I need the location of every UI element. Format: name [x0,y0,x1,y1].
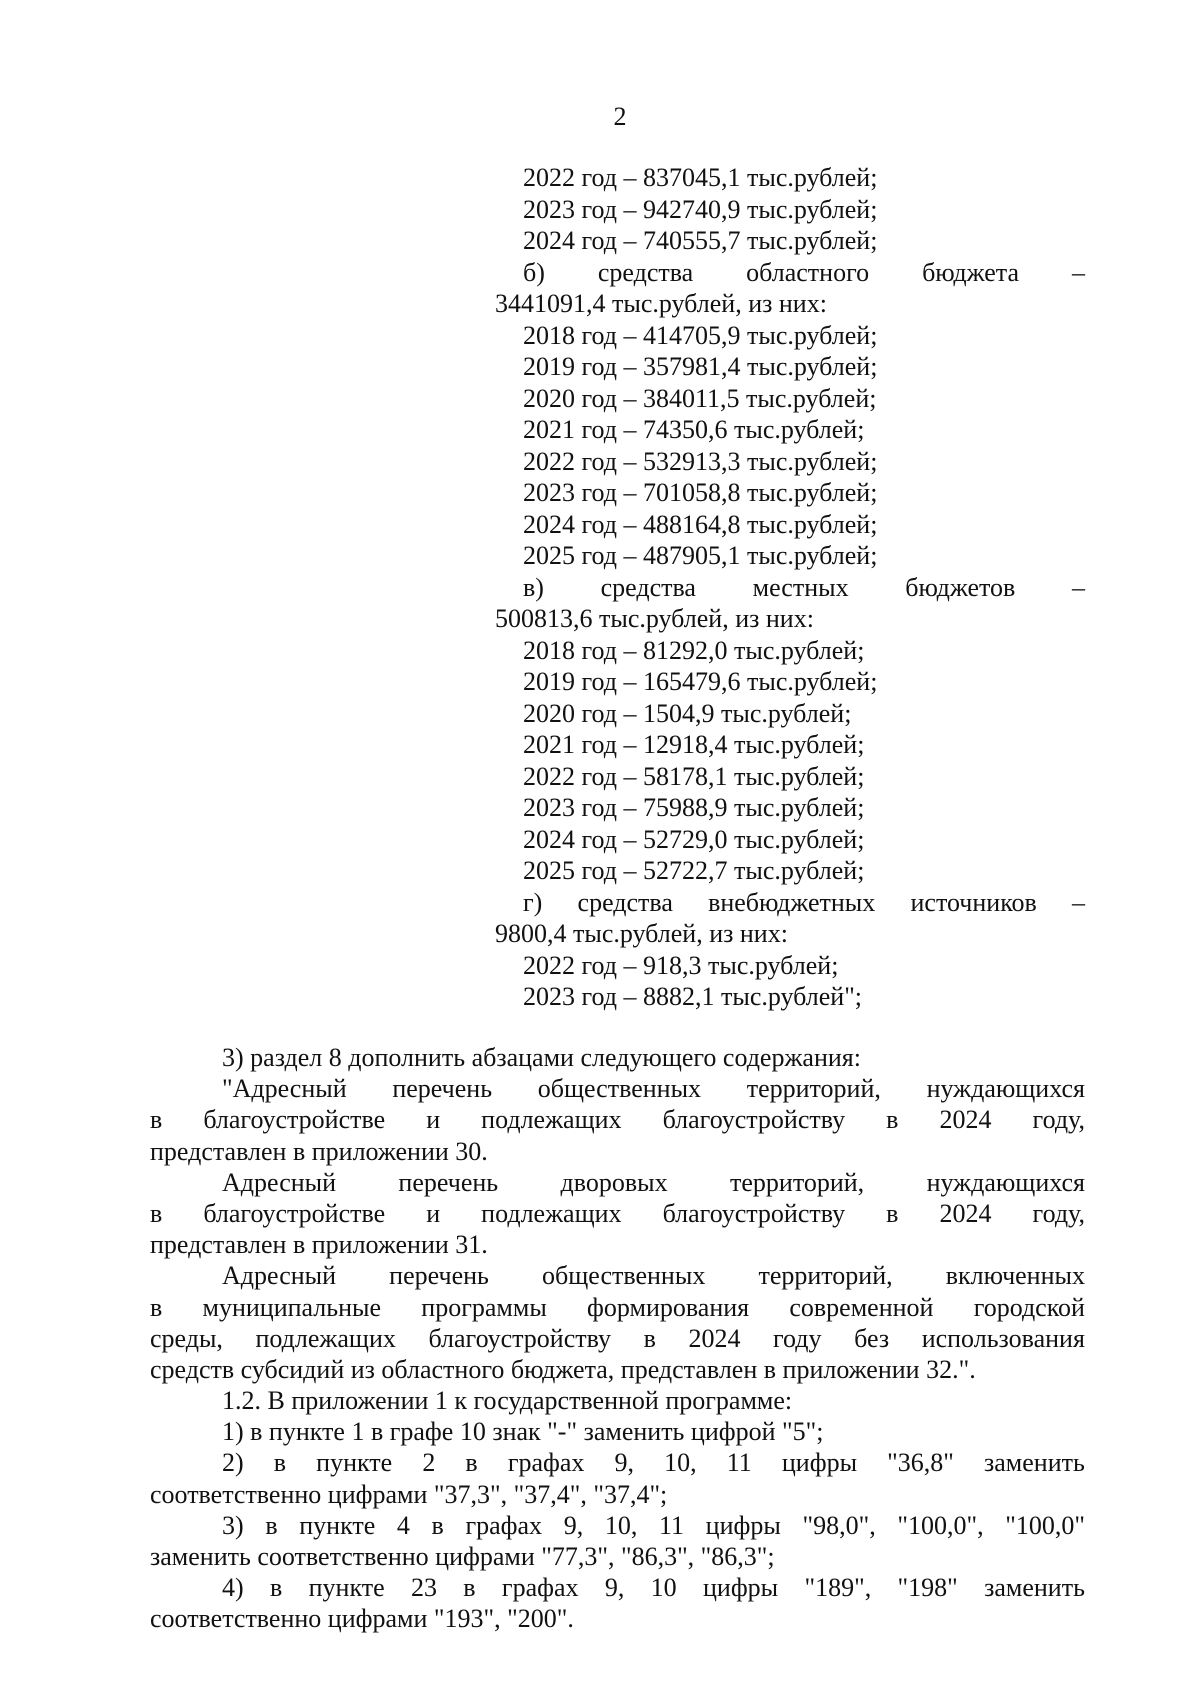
local-budget-heading: в) средства местных бюджетов – [523,572,1085,602]
extra-budget-heading: г) средства внебюджетных источников – [523,887,1085,917]
federal-year-2022: 2022 год – 837045,1 тыс.рублей; [523,163,878,192]
paragraph-32-line-3: среды, подлежащих благоустройству в 2024 году без использования [150,1323,1085,1353]
extra-year-2022: 2022 год – 918,3 тыс.рублей; [523,950,839,980]
regional-year-2019: 2019 год – 357981,4 тыс.рублей; [523,352,878,381]
paragraph-32-line-2: в муниципальные программы формирования современной городской [150,1292,1085,1322]
amendment-1: 1) в пункте 1 в графе 10 знак "-" заменить цифрой "5"; [222,1417,824,1447]
amendment-3-line-2: заменить соответственно цифрами "77,3", "86,3", "86,3"; [150,1542,775,1571]
amendment-3-line-1: 3) в пункте 4 в графах 9, 10, 11 цифры "98,0", "100,0", "100,0" [222,1510,1085,1540]
amendment-2-line-2: соответственно цифрами "37,3", "37,4", "37,4"; [150,1479,668,1509]
extra-year-2023: 2023 год – 8882,1 тыс.рублей"; [523,982,863,1011]
section-1-2: 1.2. В приложении 1 к государственной программе: [222,1386,793,1416]
paragraph-31-line-1: Адресный перечень дворовых территорий, нуждающихся [222,1167,1085,1197]
item-3-intro: 3) раздел 8 дополнить абзацами следующего содержания: [222,1043,861,1072]
paragraph-30-line-3: представлен в приложении 30. [150,1136,488,1166]
main-text [150,1042,1085,1635]
local-year-2018: 2018 год – 81292,0 тыс.рублей; [523,635,865,665]
budget-column [495,162,1085,1013]
local-year-2022: 2022 год – 58178,1 тыс.рублей; [523,761,865,791]
paragraph-31-line-3: представлен в приложении 31. [150,1230,488,1260]
paragraph-30-line-2: в благоустройстве и подлежащих благоустройству в 2024 году, [150,1105,1085,1135]
local-year-2019: 2019 год – 165479,6 тыс.рублей; [523,667,878,696]
federal-year-2024: 2024 год – 740555,7 тыс.рублей; [523,226,878,255]
regional-year-2023: 2023 год – 701058,8 тыс.рублей; [523,478,878,507]
page-number: 2 [613,102,627,131]
paragraph-31-line-2: в благоустройстве и подлежащих благоустройству в 2024 году, [150,1198,1085,1228]
regional-budget-heading: б) средства областного бюджета – [523,257,1085,287]
federal-year-2023: 2023 год – 942740,9 тыс.рублей; [523,194,878,224]
regional-year-2021: 2021 год – 74350,6 тыс.рублей; [523,415,865,444]
local-year-2023: 2023 год – 75988,9 тыс.рублей; [523,793,865,822]
amendment-2-line-1: 2) в пункте 2 в графах 9, 10, 11 цифры "36,8" заменить [222,1448,1085,1478]
amendment-4-line-2: соответственно цифрами "193", "200". [150,1604,574,1634]
local-year-2025: 2025 год – 52722,7 тыс.рублей; [523,856,865,885]
extra-budget-total: 9800,4 тыс.рублей, из них: [495,919,788,948]
local-year-2021: 2021 год – 12918,4 тыс.рублей; [523,730,865,759]
amendment-4-line-1: 4) в пункте 23 в графах 9, 10 цифры "189", "198" заменить [222,1573,1085,1603]
regional-year-2022: 2022 год – 532913,3 тыс.рублей; [523,446,878,476]
regional-year-2018: 2018 год – 414705,9 тыс.рублей; [523,320,878,350]
local-budget-total: 500813,6 тыс.рублей, из них: [495,604,814,633]
regional-year-2024: 2024 год – 488164,8 тыс.рублей; [523,509,878,539]
paragraph-32-line-4: средств субсидий из областного бюджета, представлен в приложении 32.". [150,1354,976,1384]
local-year-2024: 2024 год – 52729,0 тыс.рублей; [523,824,865,854]
paragraph-30-line-1: "Адресный перечень общественных территорий, нуждающихся [222,1074,1085,1104]
paragraph-32-line-1: Адресный перечень общественных территорий, включенных [222,1261,1085,1291]
regional-year-2020: 2020 год – 384011,5 тыс.рублей; [523,383,877,413]
regional-year-2025: 2025 год – 487905,1 тыс.рублей; [523,541,878,570]
regional-budget-total: 3441091,4 тыс.рублей, из них: [495,289,827,318]
local-year-2020: 2020 год – 1504,9 тыс.рублей; [523,698,852,728]
